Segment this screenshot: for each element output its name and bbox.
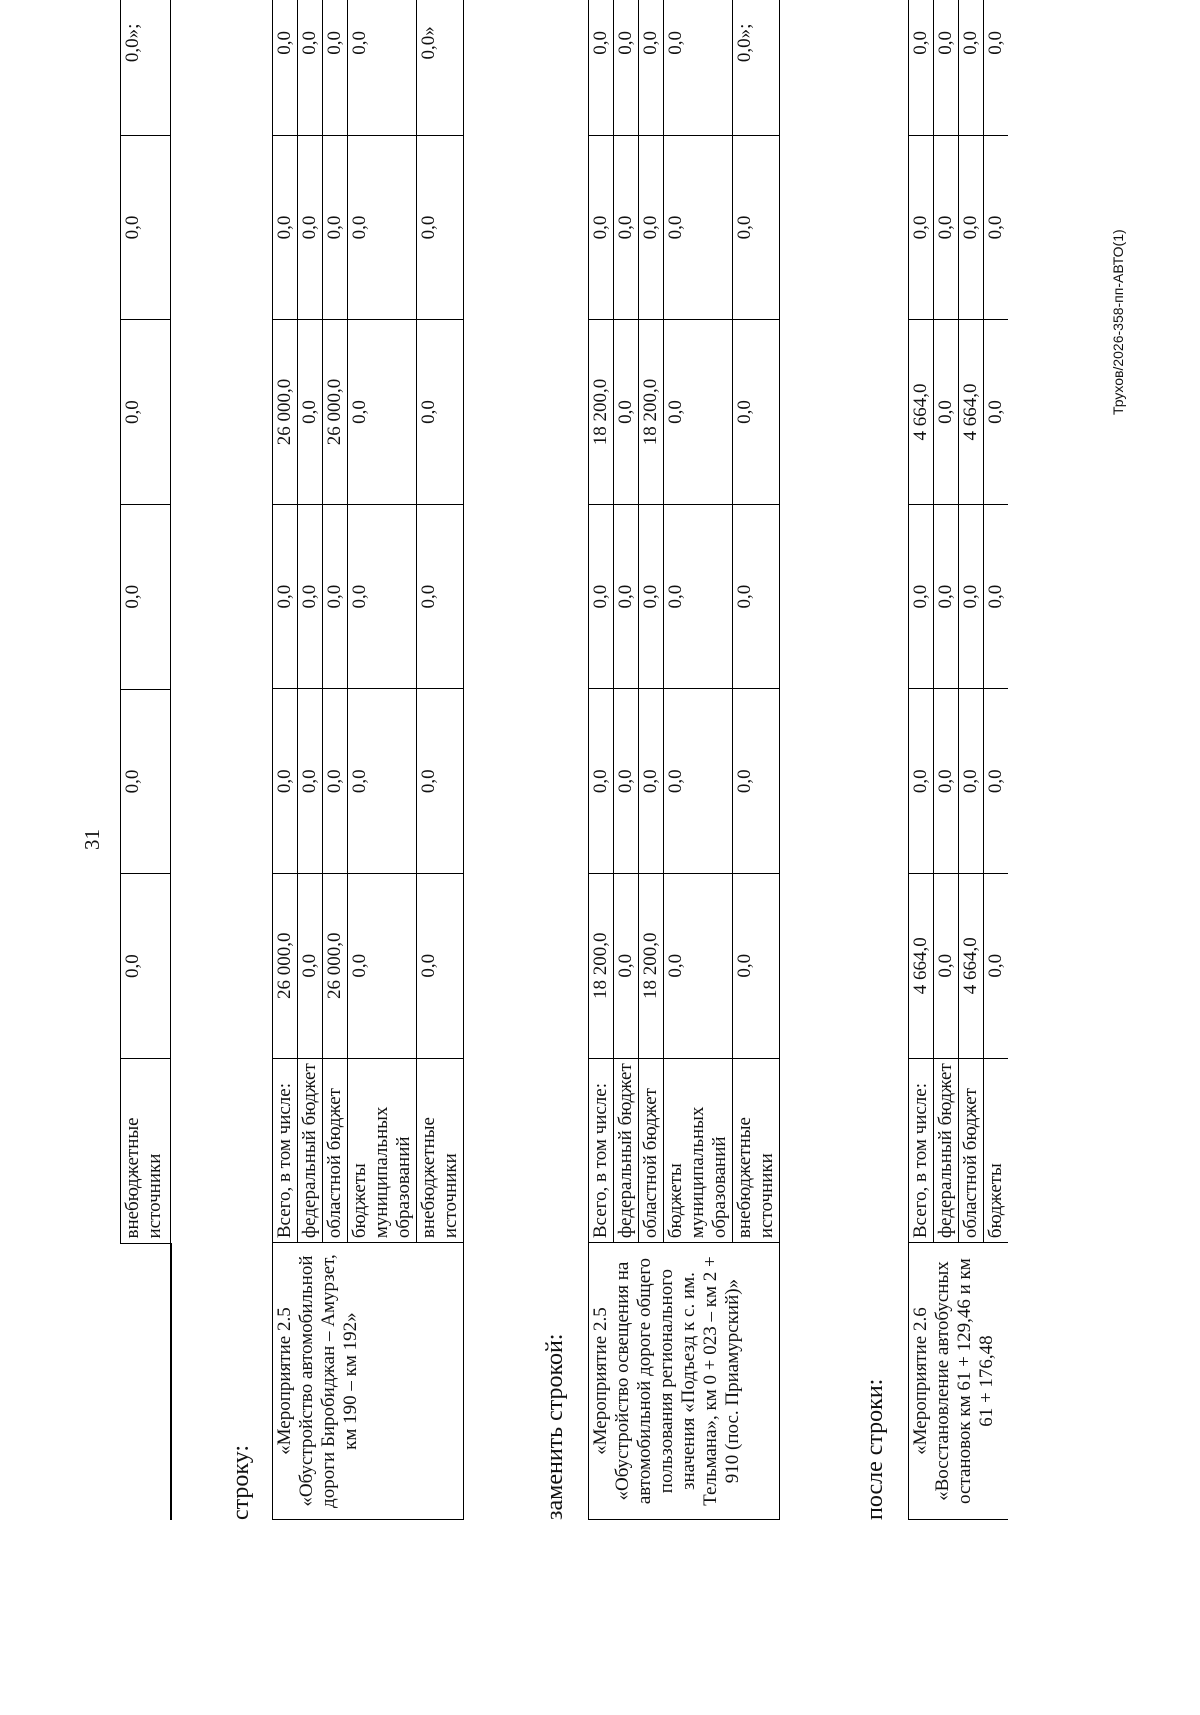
value-cell: 0,0 — [614, 873, 639, 1058]
value-cell: 0,0 — [273, 135, 298, 320]
value-cell: 0,0 — [348, 873, 417, 1058]
value-cell: 0,0 — [614, 689, 639, 874]
value-cell: 0,0 — [959, 689, 984, 874]
value-cell: 0,0 — [417, 689, 464, 874]
value-cell: 26 000,0 — [323, 873, 348, 1058]
table-2 — [588, 0, 780, 1520]
value-cell: 0,0 — [733, 504, 780, 689]
value-cell: 4 664,0 — [959, 320, 984, 505]
page-number: 31 — [80, 829, 104, 850]
value-cell: 4 664,0 — [909, 873, 934, 1058]
caption-after: после строки: — [862, 1378, 888, 1520]
value-cell: 0,0 — [589, 689, 614, 874]
document-code: Трухов/2026-358-пп-АВТО(1) — [1110, 229, 1126, 415]
value-cell: 0,0 — [348, 689, 417, 874]
value-cell: 0,0 — [984, 873, 1009, 1058]
source-cell: бюджеты — [984, 1058, 1009, 1243]
value-cell: 0,0 — [733, 135, 780, 320]
value-cell: 0,0 — [639, 504, 664, 689]
value-cell: 0,0 — [298, 689, 323, 874]
value-cell: 4 664,0 — [959, 873, 984, 1058]
value-cell: 18 200,0 — [639, 320, 664, 505]
table-row — [121, 0, 171, 1520]
caption-row: строку: — [228, 1444, 254, 1520]
table-row — [909, 0, 934, 1520]
fragment-table — [120, 0, 172, 1520]
source-cell: областной бюджет — [639, 1058, 664, 1243]
value-cell: 0,0 — [984, 689, 1009, 874]
value-cell: 0,0 — [614, 0, 639, 135]
value-cell: 0,0 — [273, 689, 298, 874]
value-cell: 0,0 — [934, 873, 959, 1058]
value-cell: 0,0 — [984, 504, 1009, 689]
source-cell: Всего, в том числе: — [589, 1058, 614, 1243]
value-cell: 0,0 — [348, 0, 417, 135]
value-cell: 26 000,0 — [273, 873, 298, 1058]
value-cell: 0,0 — [984, 320, 1009, 505]
value-cell: 0,0 — [417, 135, 464, 320]
value-cell: 0,0 — [664, 320, 733, 505]
value-cell: 0,0 — [273, 0, 298, 135]
value-cell: 18 200,0 — [639, 873, 664, 1058]
value-cell: 0,0 — [959, 0, 984, 135]
value-cell: 0,0 — [959, 135, 984, 320]
value-cell: 0,0 — [589, 504, 614, 689]
source-cell: внебюджетные источники — [417, 1058, 464, 1243]
value-cell: 0,0 — [323, 135, 348, 320]
value-cell: 0,0 — [298, 873, 323, 1058]
source-cell: федеральный бюджет — [614, 1058, 639, 1243]
value-cell: 0,0 — [121, 135, 171, 320]
value-cell: 0,0 — [639, 135, 664, 320]
value-cell: 18 200,0 — [589, 320, 614, 505]
value-cell: 4 664,0 — [909, 320, 934, 505]
value-cell: 0,0 — [348, 320, 417, 505]
value-cell: 0,0 — [733, 320, 780, 505]
table-row — [589, 0, 614, 1520]
value-cell: 0,0 — [984, 135, 1009, 320]
value-cell: 0,0»; — [733, 0, 780, 135]
table-3 — [908, 0, 1008, 1520]
value-cell: 0,0 — [909, 689, 934, 874]
value-cell: 0,0 — [589, 0, 614, 135]
value-cell: 0,0» — [417, 0, 464, 135]
value-cell: 0,0 — [614, 135, 639, 320]
value-cell: 0,0 — [298, 135, 323, 320]
value-cell: 0,0 — [614, 320, 639, 505]
source-cell: бюджеты муниципальных образований — [664, 1058, 733, 1243]
value-cell: 0,0 — [417, 873, 464, 1058]
value-cell: 0,0 — [934, 504, 959, 689]
value-cell: 0,0 — [984, 0, 1009, 135]
value-cell: 0,0 — [664, 135, 733, 320]
table-row — [273, 0, 298, 1520]
value-cell: 0,0 — [323, 689, 348, 874]
value-cell: 0,0 — [323, 504, 348, 689]
value-cell: 18 200,0 — [589, 873, 614, 1058]
source-cell: внебюджетные источники — [121, 1058, 171, 1243]
value-cell: 0,0 — [733, 689, 780, 874]
value-cell: 0,0 — [639, 689, 664, 874]
value-cell: 0,0 — [121, 689, 171, 874]
value-cell: 0,0 — [664, 504, 733, 689]
source-cell: Всего, в том числе: — [909, 1058, 934, 1243]
value-cell: 0,0 — [323, 0, 348, 135]
source-cell: бюджеты муниципальных образований — [348, 1058, 417, 1243]
value-cell: 0,0 — [934, 320, 959, 505]
value-cell: 0,0 — [273, 504, 298, 689]
value-cell: 0,0 — [959, 504, 984, 689]
value-cell: 0,0 — [589, 135, 614, 320]
value-cell: 0,0 — [298, 0, 323, 135]
source-cell: внебюджетные источники — [733, 1058, 780, 1243]
value-cell: 0,0 — [121, 320, 171, 505]
event-cell: «Мероприятие 2.5 «Обустройство автомобильной дороги Биробиджан – Амурзет, км 190 – км 192» — [273, 1243, 464, 1520]
value-cell: 0,0 — [909, 135, 934, 320]
caption-replace: заменить строкой: — [542, 1333, 568, 1520]
value-cell: 0,0 — [664, 0, 733, 135]
event-cell: «Мероприятие 2.5 «Обустройство освещения на автомобильной дороге общего пользования регионального значения «Подъезд к с. им. Тельмана», км 0 + 023 – км 2 + 910 (пос. Приамурский)» — [589, 1243, 780, 1520]
value-cell: 0,0 — [664, 873, 733, 1058]
value-cell: 0,0»; — [121, 0, 171, 135]
value-cell: 0,0 — [417, 320, 464, 505]
value-cell: 26 000,0 — [323, 320, 348, 505]
value-cell: 0,0 — [298, 504, 323, 689]
value-cell: 0,0 — [298, 320, 323, 505]
event-cell: «Мероприятие 2.6 «Восстановление автобусных остановок км 61 + 129,46 и км 61 + 176,48 — [909, 1243, 1009, 1520]
value-cell: 0,0 — [614, 504, 639, 689]
value-cell: 0,0 — [348, 504, 417, 689]
value-cell: 0,0 — [909, 504, 934, 689]
value-cell: 0,0 — [934, 689, 959, 874]
source-cell: областной бюджет — [323, 1058, 348, 1243]
table-1 — [272, 0, 464, 1520]
value-cell: 0,0 — [417, 504, 464, 689]
value-cell: 0,0 — [909, 0, 934, 135]
value-cell: 26 000,0 — [273, 320, 298, 505]
source-cell: федеральный бюджет — [934, 1058, 959, 1243]
source-cell: Всего, в том числе: — [273, 1058, 298, 1243]
source-cell: федеральный бюджет — [298, 1058, 323, 1243]
value-cell: 0,0 — [348, 135, 417, 320]
blank-cell — [121, 1243, 171, 1520]
value-cell: 0,0 — [733, 873, 780, 1058]
value-cell: 0,0 — [934, 0, 959, 135]
value-cell: 0,0 — [121, 874, 171, 1059]
source-cell: областной бюджет — [959, 1058, 984, 1243]
value-cell: 0,0 — [639, 0, 664, 135]
value-cell: 0,0 — [664, 689, 733, 874]
value-cell: 0,0 — [121, 504, 171, 689]
value-cell: 0,0 — [934, 135, 959, 320]
